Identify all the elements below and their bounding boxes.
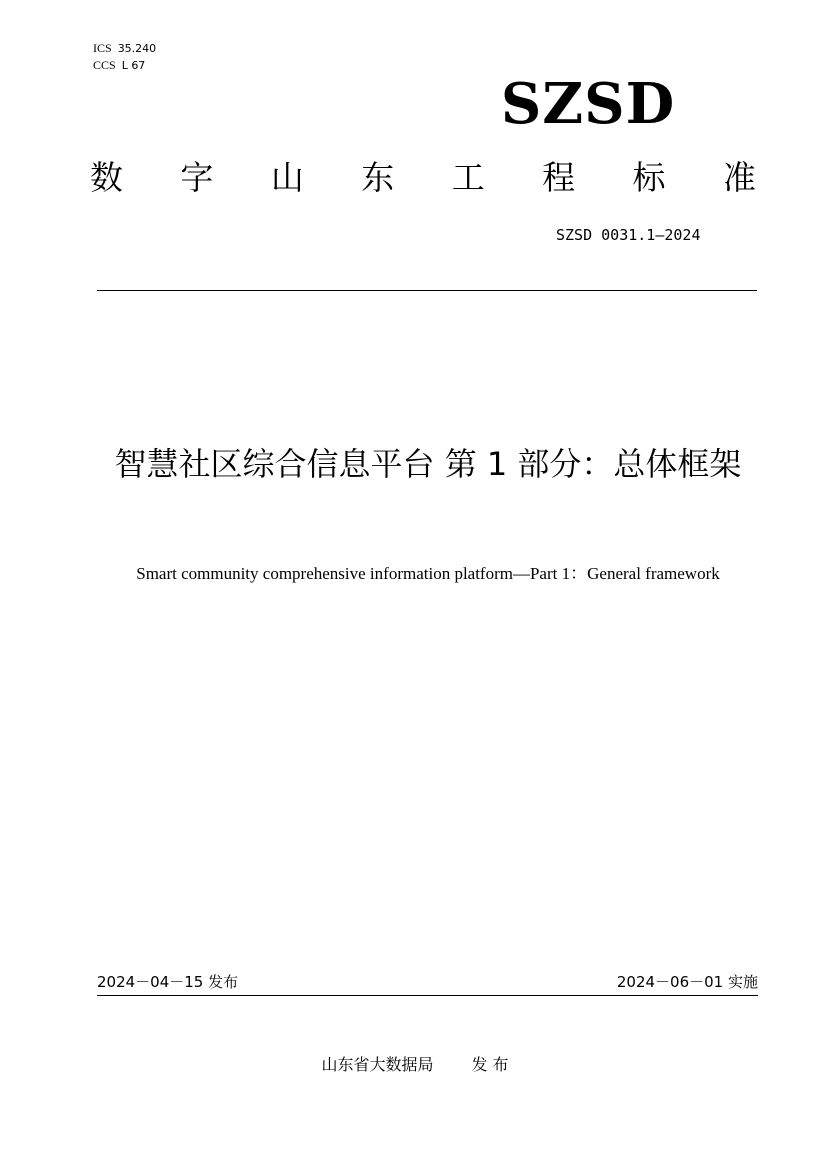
standard-type-char: 程 [542,158,576,197]
standard-type-heading [90,158,756,198]
standard-type-char: 东 [361,158,395,197]
standard-type-char: 工 [451,158,485,197]
standard-number: SZSD 0031.1—2024 [556,226,701,244]
issuer-line [200,1054,630,1076]
implementation-date: 2024－06－01 实施 [616,973,758,991]
title-chinese: 智慧社区综合信息平台 第 1 部分：总体框架 [114,445,742,483]
footer-divider [97,995,758,996]
ics-value: 35.240 [117,42,157,55]
standard-type-char: 准 [722,158,756,197]
ics-label: ICS [93,41,112,55]
ccs-value: L 67 [121,59,146,72]
header-divider [97,290,757,291]
standard-type-char: 字 [180,158,214,197]
title-english: Smart community comprehensive information platform—Part 1：General framework [136,564,720,583]
issuer-name: 山东省大数据局 [321,1055,434,1074]
standard-logo: SZSD [500,71,676,137]
ccs-line [93,57,156,74]
classification-block [93,40,156,74]
issuer-action: 发 布 [471,1055,509,1074]
standard-type-char: 标 [632,158,666,197]
standard-type-char: 山 [270,158,304,197]
standard-type-char: 数 [90,158,123,197]
ics-line [93,40,156,57]
ccs-label: CCS [93,58,116,72]
publish-date: 2024－04－15 发布 [97,973,239,991]
